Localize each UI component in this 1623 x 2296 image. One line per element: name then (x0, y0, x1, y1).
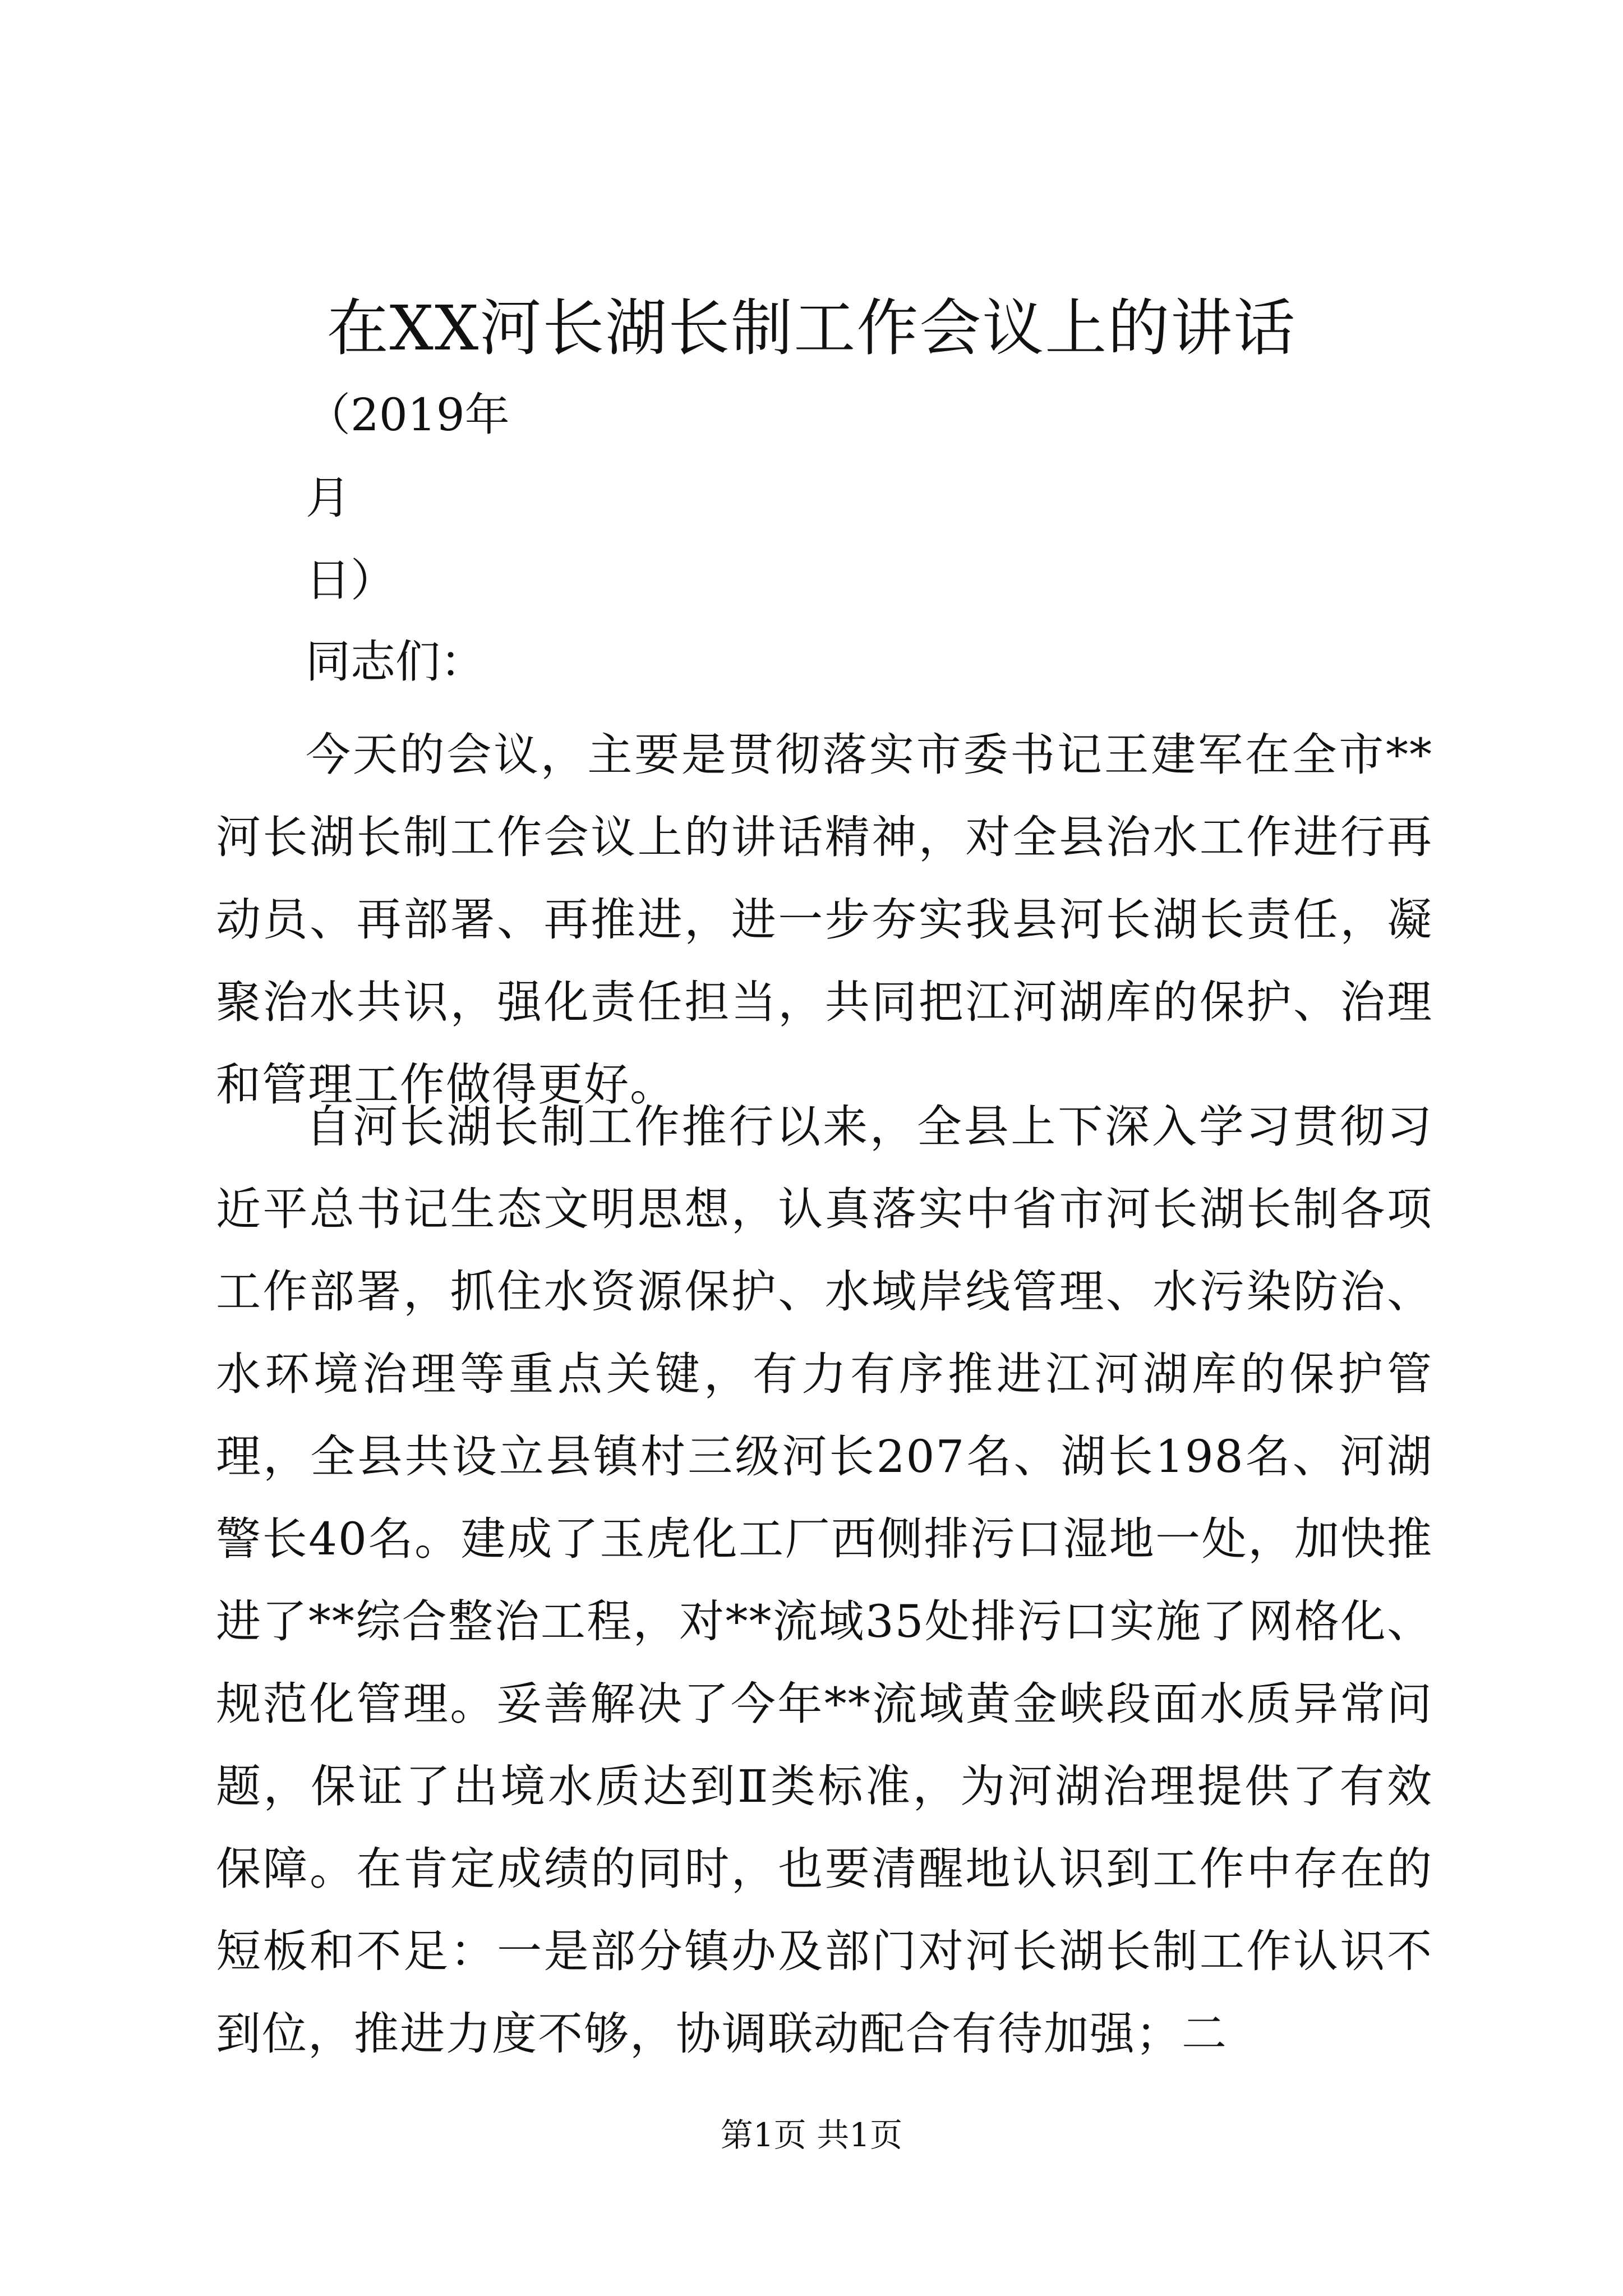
date-line-month: 月 (306, 472, 351, 524)
page-footer: 第1页 共1页 (720, 2116, 903, 2154)
body-paragraph-1: 今天的会议，主要是贯彻落实市委书记王建军在全市**河长湖长制工作会议上的讲话精神，对全县治水工作进行再动员、再部署、再推进，进一步夯实我县河长湖长责任，凝聚治水共识，强化责任担当，共同把江河湖库的保护、治理和管理工作做得更好。 (216, 729, 1433, 1111)
date-line-day: 日） (306, 554, 395, 606)
body-paragraph-2: 自河长湖长制工作推行以来，全县上下深入学习贯彻习近平总书记生态文明思想，认真落实中省市河长湖长制各项工作部署，抓住水资源保护、水域岸线管理、水污染防治、水环境治理等重点关键，有力有序推进江河湖库的保护管理，全县共设立县镇村三级河长207名、湖长198名、河湖警长40名。建成了玉虎化工厂西侧排污口湿地一处，加快推进了**综合整治工程，对**流域35处排污口实施了网格化、规范化管理。妥善解决了今年**流域黄金峡段面水质异常问题，保证了出境水质达到Ⅱ类标准，为河湖治理提供了有效保障。在肯定成绩的同时，也要清醒地认识到工作中存在的短板和不足：一是部分镇办及部门对河长湖长制工作认识不到位，推进力度不够，协调联动配合有待加强；二 (216, 1101, 1433, 2060)
salutation: 同志们： (306, 636, 485, 688)
date-line-year: （2019年 (306, 389, 510, 441)
document-title: 在XX河长湖长制工作会议上的讲话 (326, 292, 1297, 364)
